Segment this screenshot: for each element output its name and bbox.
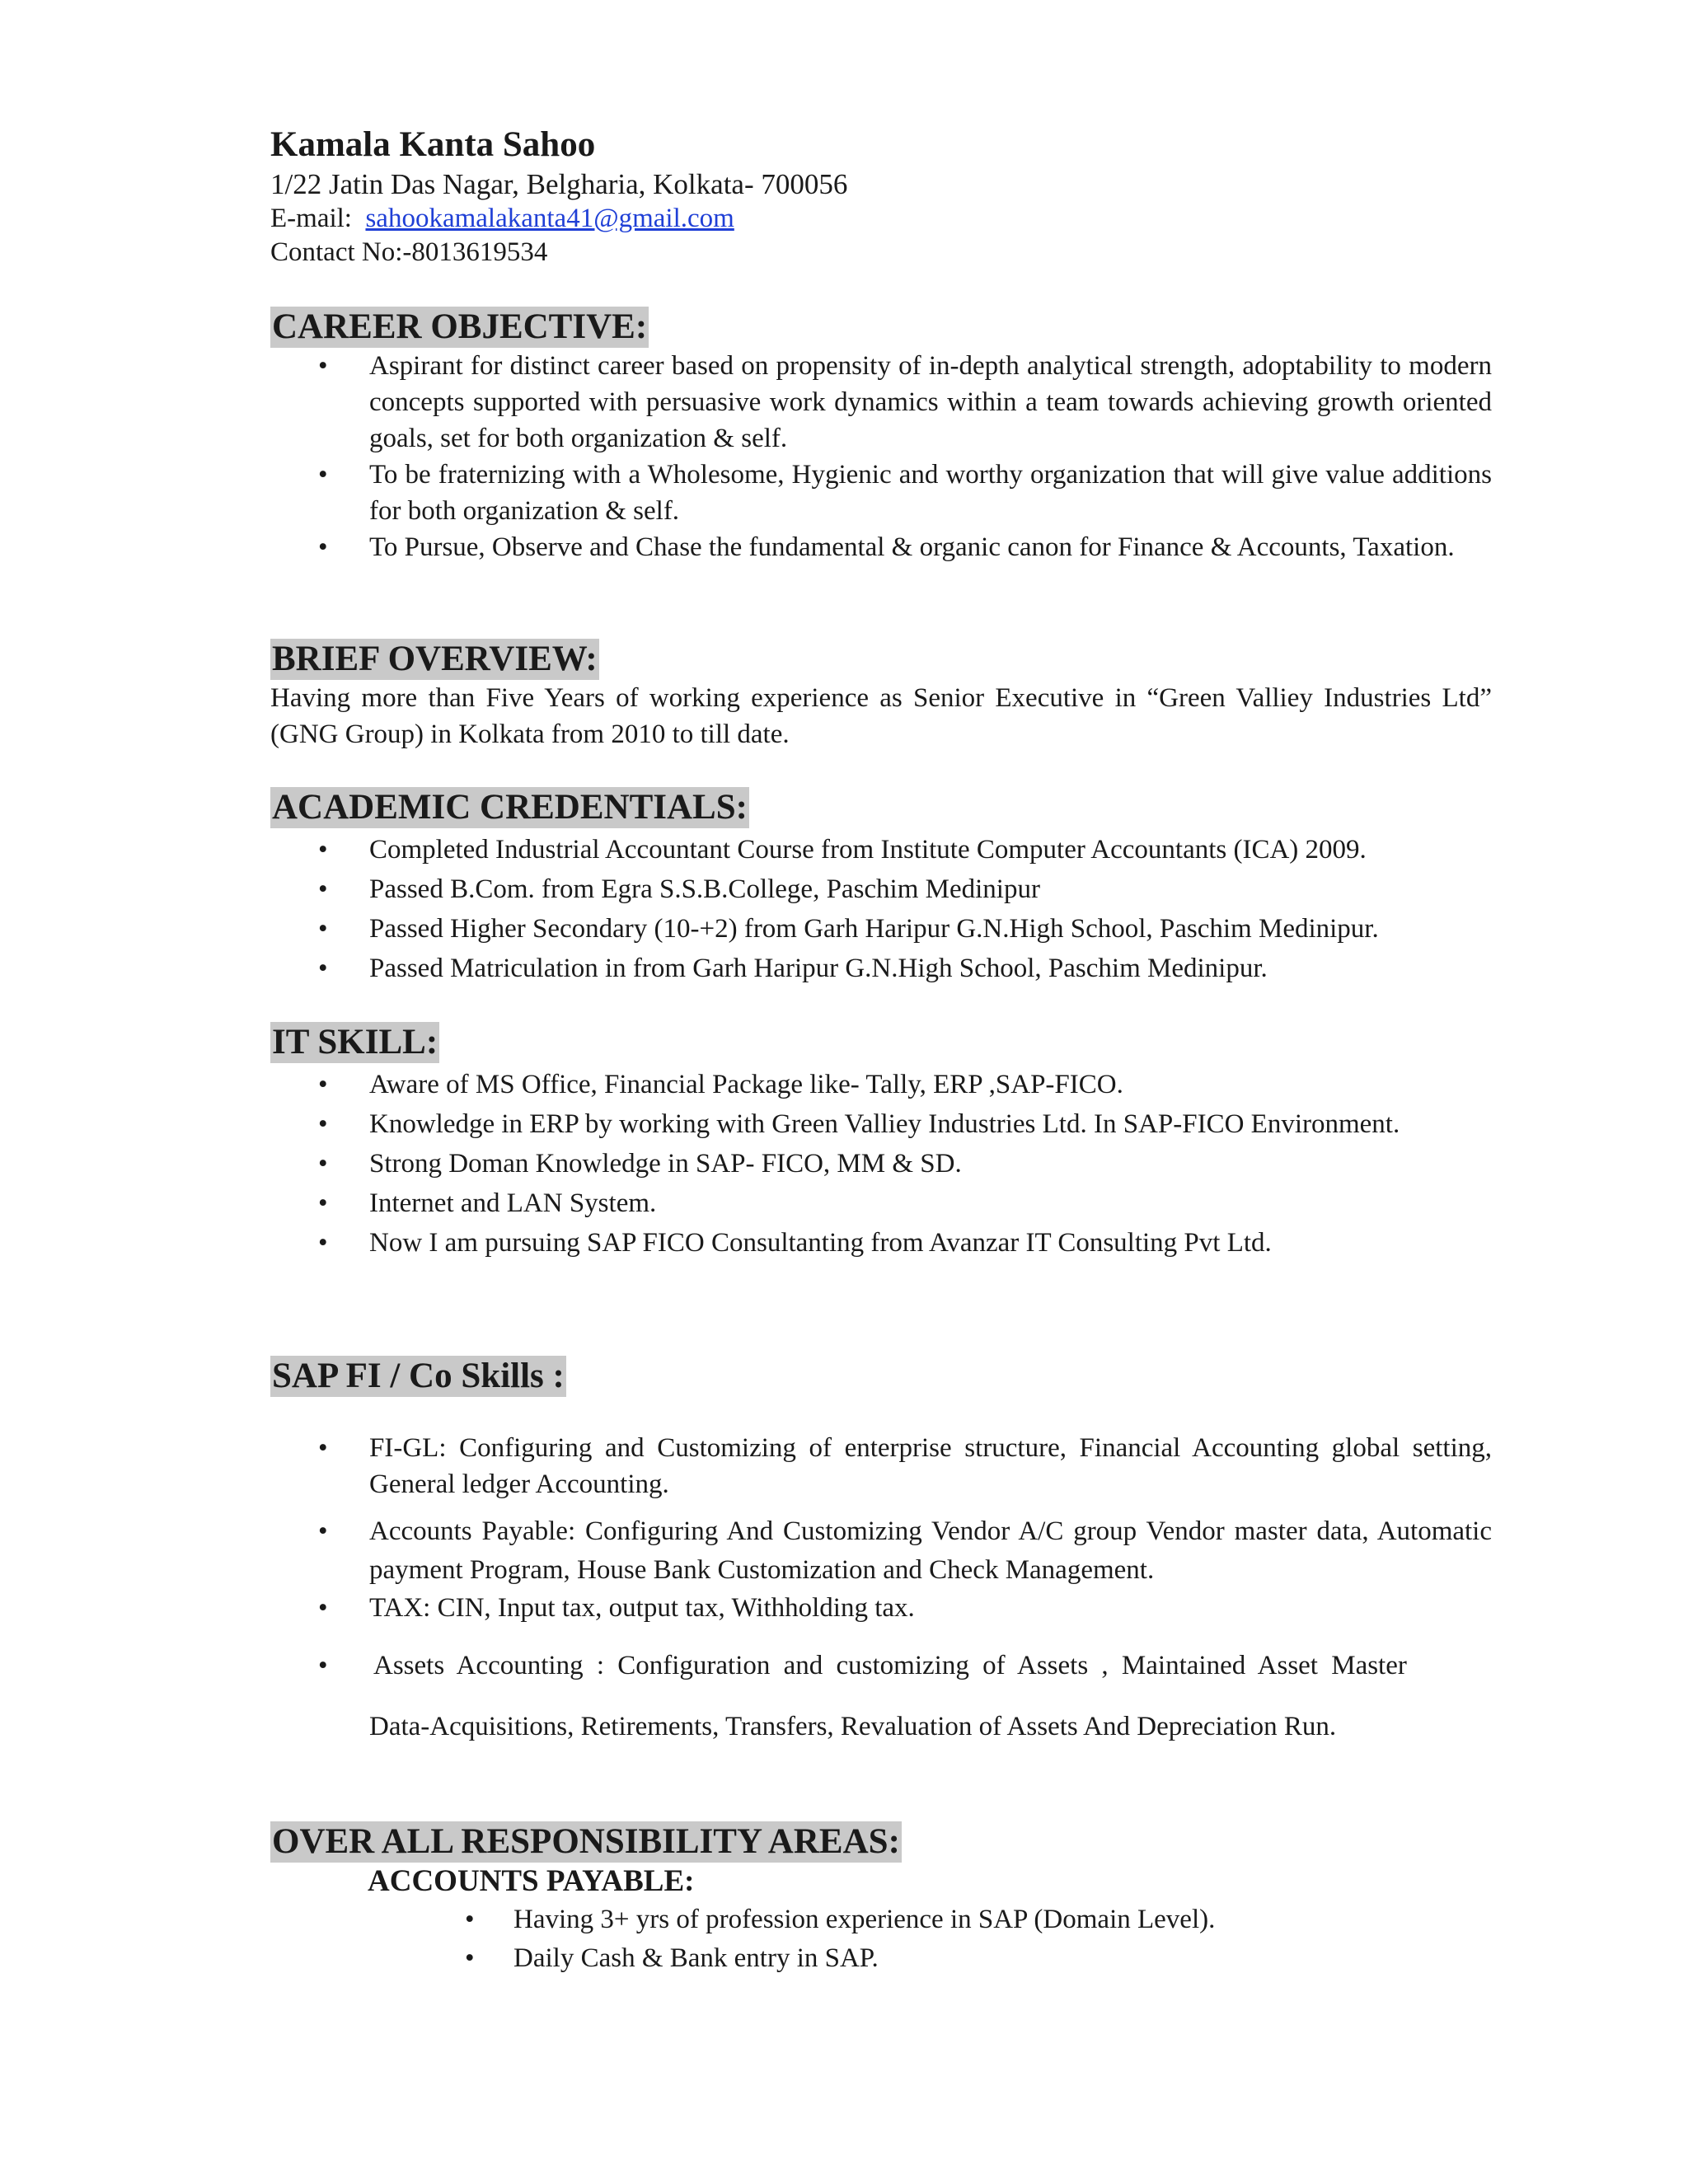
list-item: • Aware of MS Office, Financial Package like- Tally, ERP ,SAP-FICO.	[270, 1066, 1492, 1103]
responsibility-section	[270, 1821, 1492, 1978]
bullet-icon: •	[318, 1149, 328, 1179]
bullet-icon: •	[318, 835, 328, 865]
academic-list	[270, 832, 1492, 987]
list-item: • Passed Higher Secondary (10-+2) from Garh Haripur G.N.High School, Paschim Medinipur.	[270, 911, 1492, 947]
list-item: • Knowledge in ERP by working with Green Valliey Industries Ltd. In SAP-FICO Environment.	[270, 1106, 1492, 1142]
list-item: • Strong Doman Knowledge in SAP- FICO, MM & SD.	[270, 1146, 1492, 1182]
bullet-icon: •	[318, 1651, 328, 1680]
sap-skills-heading: SAP FI / Co Skills :	[272, 1357, 565, 1395]
email-label: E-mail:	[270, 204, 352, 233]
bullet-icon: •	[318, 351, 328, 381]
brief-overview-heading: BRIEF OVERVIEW:	[272, 640, 598, 678]
bullet-icon: •	[318, 874, 328, 904]
career-objective-heading: CAREER OBJECTIVE:	[272, 307, 648, 346]
list-item: • Passed Matriculation in from Garh Haripur G.N.High School, Paschim Medinipur.	[270, 950, 1492, 987]
email-link[interactable]: sahookamalakanta41@gmail.com	[365, 204, 734, 233]
list-item: • Completed Industrial Accountant Course from Institute Computer Accountants (ICA) 2009.	[270, 832, 1492, 868]
list-item: • Now I am pursuing SAP FICO Consultanting from Avanzar IT Consulting Pvt Ltd.	[270, 1225, 1492, 1261]
list-item: • Passed B.Com. from Egra S.S.B.College, Paschim Medinipur	[270, 871, 1492, 907]
bullet-icon: •	[318, 532, 328, 562]
bullet-icon: •	[318, 1228, 328, 1258]
bullet-icon: •	[318, 1188, 328, 1218]
sap-skills-section	[270, 1356, 1492, 1745]
bullet-icon: •	[465, 1905, 475, 1934]
contact-number: Contact No:-8013619534	[270, 237, 548, 267]
list-item: • To Pursue, Observe and Chase the fundamental & organic canon for Finance & Accounts, Taxation.	[270, 529, 1492, 565]
bullet-icon: •	[318, 914, 328, 944]
responsibility-list	[270, 1900, 1492, 1978]
it-skill-heading: IT SKILL:	[272, 1023, 438, 1062]
accounts-payable-subheading: ACCOUNTS PAYABLE:	[368, 1864, 695, 1898]
academic-section	[270, 787, 1492, 987]
responsibility-heading: OVER ALL RESPONSIBILITY AREAS:	[272, 1822, 900, 1861]
academic-heading: ACADEMIC CREDENTIALS:	[272, 788, 748, 827]
resume-header	[270, 124, 1492, 269]
candidate-name: Kamala Kanta Sahoo	[270, 125, 596, 164]
list-item-continuation: Data-Acquisitions, Retirements, Transfers, Revaluation of Assets And Depreciation Run.	[369, 1712, 1337, 1741]
list-item: • Internet and LAN System.	[270, 1185, 1492, 1221]
bullet-icon: •	[318, 1433, 328, 1463]
list-item: • Aspirant for distinct career based on propensity of in-depth analytical strength, adoptability to modern concepts supported with persuasive work dynamics within a team towards achieving growth oriented goals, set for both organization & self.	[270, 348, 1492, 457]
bullet-icon: •	[318, 1109, 328, 1139]
address: 1/22 Jatin Das Nagar, Belgharia, Kolkata- 700056	[270, 168, 848, 200]
sap-skills-list	[270, 1430, 1492, 1745]
email-line	[270, 202, 1492, 236]
career-objective-section	[270, 307, 1492, 565]
it-skill-list	[270, 1066, 1492, 1261]
list-item: • TAX: CIN, Input tax, output tax, Withholding tax.	[270, 1590, 1492, 1626]
bullet-icon: •	[318, 460, 328, 490]
brief-overview-text: Having more than Five Years of working experience as Senior Executive in “Green Valliey Industries Ltd” (GNG Group) in Kolkata from 2010 to till date.	[270, 683, 1492, 749]
list-item: • Having 3+ yrs of profession experience in SAP (Domain Level).	[270, 1900, 1492, 1939]
bullet-icon: •	[318, 1070, 328, 1099]
brief-overview-section	[270, 639, 1492, 752]
list-item: • FI-GL: Configuring and Customizing of enterprise structure, Financial Accounting global setting, General ledger Accounting.	[270, 1430, 1492, 1502]
list-item: • Daily Cash & Bank entry in SAP.	[270, 1939, 1492, 1978]
career-objective-list	[270, 348, 1492, 565]
list-item: • Accounts Payable: Configuring And Customizing Vendor A/C group Vendor master data, Automatic payment Program, House Bank Customization and Check Management.	[270, 1512, 1492, 1590]
it-skill-section	[270, 1022, 1492, 1261]
list-item: • To be fraternizing with a Wholesome, Hygienic and worthy organization that will give value additions for both organization & self.	[270, 457, 1492, 529]
bullet-icon: •	[465, 1943, 475, 1973]
bullet-icon: •	[318, 1516, 328, 1546]
bullet-icon: •	[318, 954, 328, 983]
bullet-icon: •	[318, 1593, 328, 1623]
list-item: • Assets Accounting : Configuration and customizing of Assets , Maintained Asset Master	[270, 1647, 1492, 1684]
